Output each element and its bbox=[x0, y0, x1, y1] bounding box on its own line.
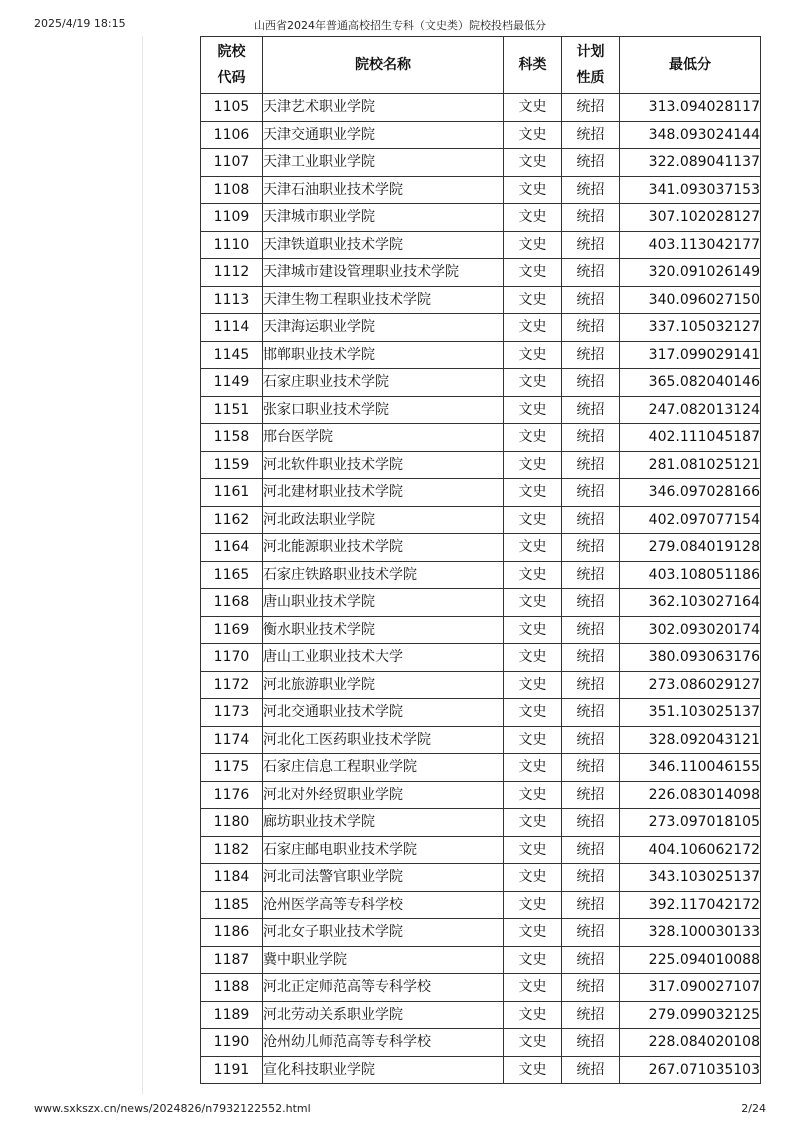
table-row bbox=[201, 149, 761, 177]
cell-category: 文史 bbox=[504, 671, 562, 699]
cell-category: 文史 bbox=[504, 616, 562, 644]
table-row bbox=[201, 1056, 761, 1084]
cell-category: 文史 bbox=[504, 424, 562, 452]
cell-school-code: 1161 bbox=[201, 479, 263, 507]
cell-category: 文史 bbox=[504, 314, 562, 342]
cell-plan-type: 统招 bbox=[562, 259, 620, 287]
table-row bbox=[201, 451, 761, 479]
cell-category: 文史 bbox=[504, 974, 562, 1002]
cell-school-name: 天津石油职业技术学院 bbox=[263, 176, 504, 204]
cell-min-score: 380.093063176 bbox=[620, 644, 761, 672]
cell-plan-type: 统招 bbox=[562, 589, 620, 617]
score-table bbox=[200, 36, 761, 1084]
cell-category: 文史 bbox=[504, 121, 562, 149]
cell-plan-type: 统招 bbox=[562, 781, 620, 809]
header-plan-type-line1: 计划 bbox=[576, 44, 605, 60]
table-row bbox=[201, 809, 761, 837]
cell-min-score: 226.083014098 bbox=[620, 781, 761, 809]
cell-school-name: 河北正定师范高等专科学校 bbox=[263, 974, 504, 1002]
cell-min-score: 343.103025137 bbox=[620, 864, 761, 892]
cell-min-score: 281.081025121 bbox=[620, 451, 761, 479]
cell-plan-type: 统招 bbox=[562, 396, 620, 424]
cell-category: 文史 bbox=[504, 506, 562, 534]
table-row bbox=[201, 836, 761, 864]
table-row bbox=[201, 534, 761, 562]
cell-min-score: 273.086029127 bbox=[620, 671, 761, 699]
cell-school-code: 1112 bbox=[201, 259, 263, 287]
cell-min-score: 302.093020174 bbox=[620, 616, 761, 644]
cell-school-code: 1109 bbox=[201, 204, 263, 232]
cell-school-name: 沧州医学高等专科学校 bbox=[263, 891, 504, 919]
cell-school-code: 1187 bbox=[201, 946, 263, 974]
cell-plan-type: 统招 bbox=[562, 231, 620, 259]
cell-min-score: 279.084019128 bbox=[620, 534, 761, 562]
table-row bbox=[201, 231, 761, 259]
cell-school-name: 邯郸职业技术学院 bbox=[263, 341, 504, 369]
cell-min-score: 402.111045187 bbox=[620, 424, 761, 452]
table-row bbox=[201, 1001, 761, 1029]
cell-min-score: 351.103025137 bbox=[620, 699, 761, 727]
cell-school-name: 河北女子职业技术学院 bbox=[263, 919, 504, 947]
cell-plan-type: 统招 bbox=[562, 864, 620, 892]
cell-school-name: 衡水职业技术学院 bbox=[263, 616, 504, 644]
cell-category: 文史 bbox=[504, 286, 562, 314]
table-row bbox=[201, 286, 761, 314]
cell-min-score: 247.082013124 bbox=[620, 396, 761, 424]
cell-school-name: 河北旅游职业学院 bbox=[263, 671, 504, 699]
cell-min-score: 273.097018105 bbox=[620, 809, 761, 837]
cell-school-name: 河北能源职业技术学院 bbox=[263, 534, 504, 562]
cell-school-code: 1174 bbox=[201, 726, 263, 754]
cell-plan-type: 统招 bbox=[562, 121, 620, 149]
cell-min-score: 392.117042172 bbox=[620, 891, 761, 919]
cell-plan-type: 统招 bbox=[562, 424, 620, 452]
cell-school-name: 宣化科技职业学院 bbox=[263, 1056, 504, 1084]
cell-category: 文史 bbox=[504, 809, 562, 837]
table-row bbox=[201, 424, 761, 452]
cell-school-name: 天津交通职业学院 bbox=[263, 121, 504, 149]
print-datetime: 2025/4/19 18:15 bbox=[34, 17, 126, 30]
cell-school-name: 沧州幼儿师范高等专科学校 bbox=[263, 1029, 504, 1057]
cell-school-code: 1191 bbox=[201, 1056, 263, 1084]
cell-category: 文史 bbox=[504, 176, 562, 204]
table-row bbox=[201, 1029, 761, 1057]
cell-plan-type: 统招 bbox=[562, 1056, 620, 1084]
cell-min-score: 404.106062172 bbox=[620, 836, 761, 864]
cell-school-name: 天津城市建设管理职业技术学院 bbox=[263, 259, 504, 287]
table-row bbox=[201, 671, 761, 699]
cell-min-score: 403.108051186 bbox=[620, 561, 761, 589]
cell-school-name: 天津铁道职业技术学院 bbox=[263, 231, 504, 259]
cell-min-score: 267.071035103 bbox=[620, 1056, 761, 1084]
cell-plan-type: 统招 bbox=[562, 534, 620, 562]
cell-plan-type: 统招 bbox=[562, 369, 620, 397]
table-body bbox=[201, 94, 761, 1084]
cell-category: 文史 bbox=[504, 149, 562, 177]
cell-min-score: 340.096027150 bbox=[620, 286, 761, 314]
table-row bbox=[201, 506, 761, 534]
cell-school-name: 河北对外经贸职业学院 bbox=[263, 781, 504, 809]
cell-category: 文史 bbox=[504, 1001, 562, 1029]
cell-school-code: 1176 bbox=[201, 781, 263, 809]
table-row bbox=[201, 204, 761, 232]
cell-category: 文史 bbox=[504, 864, 562, 892]
cell-school-code: 1164 bbox=[201, 534, 263, 562]
cell-category: 文史 bbox=[504, 919, 562, 947]
cell-plan-type: 统招 bbox=[562, 974, 620, 1002]
cell-school-code: 1169 bbox=[201, 616, 263, 644]
cell-plan-type: 统招 bbox=[562, 919, 620, 947]
table-row bbox=[201, 341, 761, 369]
cell-school-code: 1106 bbox=[201, 121, 263, 149]
table-row bbox=[201, 121, 761, 149]
table-row bbox=[201, 974, 761, 1002]
page-number: 2/24 bbox=[741, 1102, 766, 1115]
cell-category: 文史 bbox=[504, 479, 562, 507]
cell-category: 文史 bbox=[504, 589, 562, 617]
cell-min-score: 228.084020108 bbox=[620, 1029, 761, 1057]
page-title: 山西省2024年普通高校招生专科（文史类）院校投档最低分 bbox=[254, 19, 546, 32]
cell-category: 文史 bbox=[504, 534, 562, 562]
cell-plan-type: 统招 bbox=[562, 616, 620, 644]
cell-school-code: 1105 bbox=[201, 94, 263, 122]
cell-min-score: 402.097077154 bbox=[620, 506, 761, 534]
cell-plan-type: 统招 bbox=[562, 836, 620, 864]
cell-plan-type: 统招 bbox=[562, 94, 620, 122]
cell-school-name: 河北交通职业技术学院 bbox=[263, 699, 504, 727]
cell-plan-type: 统招 bbox=[562, 204, 620, 232]
table-row bbox=[201, 781, 761, 809]
header-plan-type bbox=[562, 37, 620, 94]
cell-category: 文史 bbox=[504, 204, 562, 232]
cell-min-score: 341.093037153 bbox=[620, 176, 761, 204]
cell-school-code: 1185 bbox=[201, 891, 263, 919]
cell-category: 文史 bbox=[504, 946, 562, 974]
cell-category: 文史 bbox=[504, 781, 562, 809]
cell-plan-type: 统招 bbox=[562, 479, 620, 507]
cell-plan-type: 统招 bbox=[562, 891, 620, 919]
table-row bbox=[201, 479, 761, 507]
cell-school-code: 1162 bbox=[201, 506, 263, 534]
cell-school-code: 1190 bbox=[201, 1029, 263, 1057]
cell-school-code: 1159 bbox=[201, 451, 263, 479]
cell-min-score: 346.097028166 bbox=[620, 479, 761, 507]
cell-school-code: 1108 bbox=[201, 176, 263, 204]
cell-category: 文史 bbox=[504, 726, 562, 754]
table-row bbox=[201, 891, 761, 919]
cell-min-score: 346.110046155 bbox=[620, 754, 761, 782]
cell-school-code: 1158 bbox=[201, 424, 263, 452]
table-row bbox=[201, 946, 761, 974]
cell-min-score: 328.092043121 bbox=[620, 726, 761, 754]
cell-school-name: 河北劳动关系职业学院 bbox=[263, 1001, 504, 1029]
cell-plan-type: 统招 bbox=[562, 671, 620, 699]
cell-school-code: 1113 bbox=[201, 286, 263, 314]
cell-plan-type: 统招 bbox=[562, 314, 620, 342]
cell-school-code: 1182 bbox=[201, 836, 263, 864]
cell-plan-type: 统招 bbox=[562, 946, 620, 974]
cell-category: 文史 bbox=[504, 94, 562, 122]
table-row bbox=[201, 589, 761, 617]
cell-plan-type: 统招 bbox=[562, 176, 620, 204]
cell-school-code: 1168 bbox=[201, 589, 263, 617]
table-row bbox=[201, 616, 761, 644]
cell-school-name: 河北司法警官职业学院 bbox=[263, 864, 504, 892]
cell-plan-type: 统招 bbox=[562, 561, 620, 589]
cell-category: 文史 bbox=[504, 561, 562, 589]
table-row bbox=[201, 259, 761, 287]
cell-school-code: 1170 bbox=[201, 644, 263, 672]
page-margin-divider bbox=[142, 36, 143, 1094]
table-row bbox=[201, 726, 761, 754]
cell-min-score: 225.094010088 bbox=[620, 946, 761, 974]
cell-plan-type: 统招 bbox=[562, 451, 620, 479]
cell-category: 文史 bbox=[504, 341, 562, 369]
table-row bbox=[201, 94, 761, 122]
table-header-row bbox=[201, 37, 761, 94]
cell-min-score: 317.090027107 bbox=[620, 974, 761, 1002]
cell-category: 文史 bbox=[504, 754, 562, 782]
cell-category: 文史 bbox=[504, 644, 562, 672]
cell-category: 文史 bbox=[504, 369, 562, 397]
cell-category: 文史 bbox=[504, 259, 562, 287]
cell-plan-type: 统招 bbox=[562, 506, 620, 534]
cell-min-score: 313.094028117 bbox=[620, 94, 761, 122]
table-row bbox=[201, 396, 761, 424]
cell-school-name: 石家庄职业技术学院 bbox=[263, 369, 504, 397]
cell-school-code: 1172 bbox=[201, 671, 263, 699]
cell-school-code: 1184 bbox=[201, 864, 263, 892]
cell-school-name: 邢台医学院 bbox=[263, 424, 504, 452]
header-min-score: 最低分 bbox=[620, 37, 761, 94]
cell-category: 文史 bbox=[504, 836, 562, 864]
cell-plan-type: 统招 bbox=[562, 286, 620, 314]
cell-school-name: 天津艺术职业学院 bbox=[263, 94, 504, 122]
cell-min-score: 337.105032127 bbox=[620, 314, 761, 342]
cell-plan-type: 统招 bbox=[562, 1029, 620, 1057]
table-row bbox=[201, 754, 761, 782]
cell-min-score: 279.099032125 bbox=[620, 1001, 761, 1029]
cell-school-code: 1186 bbox=[201, 919, 263, 947]
cell-school-name: 唐山工业职业技术大学 bbox=[263, 644, 504, 672]
cell-category: 文史 bbox=[504, 1029, 562, 1057]
cell-school-name: 天津海运职业学院 bbox=[263, 314, 504, 342]
cell-school-name: 石家庄邮电职业技术学院 bbox=[263, 836, 504, 864]
cell-min-score: 322.089041137 bbox=[620, 149, 761, 177]
cell-min-score: 307.102028127 bbox=[620, 204, 761, 232]
header-school-code bbox=[201, 37, 263, 94]
cell-school-name: 天津城市职业学院 bbox=[263, 204, 504, 232]
cell-school-code: 1149 bbox=[201, 369, 263, 397]
header-plan-type-line2: 性质 bbox=[576, 70, 605, 86]
cell-school-code: 1189 bbox=[201, 1001, 263, 1029]
cell-category: 文史 bbox=[504, 891, 562, 919]
cell-school-name: 石家庄信息工程职业学院 bbox=[263, 754, 504, 782]
cell-school-code: 1114 bbox=[201, 314, 263, 342]
cell-school-name: 冀中职业学院 bbox=[263, 946, 504, 974]
page-url[interactable]: www.sxkszx.cn/news/2024826/n7932122552.html bbox=[34, 1102, 311, 1115]
cell-plan-type: 统招 bbox=[562, 341, 620, 369]
cell-school-name: 河北化工医药职业技术学院 bbox=[263, 726, 504, 754]
table-row bbox=[201, 699, 761, 727]
cell-plan-type: 统招 bbox=[562, 754, 620, 782]
table-row bbox=[201, 919, 761, 947]
header-category: 科类 bbox=[504, 37, 562, 94]
cell-plan-type: 统招 bbox=[562, 809, 620, 837]
cell-plan-type: 统招 bbox=[562, 149, 620, 177]
cell-min-score: 348.093024144 bbox=[620, 121, 761, 149]
header-school-code-line1: 院校 bbox=[217, 44, 246, 60]
header-school-name: 院校名称 bbox=[263, 37, 504, 94]
table-row bbox=[201, 176, 761, 204]
cell-min-score: 328.100030133 bbox=[620, 919, 761, 947]
cell-category: 文史 bbox=[504, 451, 562, 479]
cell-plan-type: 统招 bbox=[562, 1001, 620, 1029]
cell-plan-type: 统招 bbox=[562, 644, 620, 672]
header-school-code-line2: 代码 bbox=[217, 70, 246, 86]
cell-school-name: 河北建材职业技术学院 bbox=[263, 479, 504, 507]
table-row bbox=[201, 644, 761, 672]
table-row bbox=[201, 561, 761, 589]
cell-category: 文史 bbox=[504, 231, 562, 259]
cell-school-name: 唐山职业技术学院 bbox=[263, 589, 504, 617]
cell-min-score: 362.103027164 bbox=[620, 589, 761, 617]
cell-min-score: 317.099029141 bbox=[620, 341, 761, 369]
cell-category: 文史 bbox=[504, 1056, 562, 1084]
cell-school-name: 天津工业职业学院 bbox=[263, 149, 504, 177]
cell-school-code: 1145 bbox=[201, 341, 263, 369]
cell-school-name: 石家庄铁路职业技术学院 bbox=[263, 561, 504, 589]
cell-school-name: 张家口职业技术学院 bbox=[263, 396, 504, 424]
cell-school-code: 1107 bbox=[201, 149, 263, 177]
cell-school-name: 廊坊职业技术学院 bbox=[263, 809, 504, 837]
cell-school-name: 河北政法职业学院 bbox=[263, 506, 504, 534]
cell-school-code: 1175 bbox=[201, 754, 263, 782]
cell-school-code: 1151 bbox=[201, 396, 263, 424]
table-row bbox=[201, 314, 761, 342]
cell-school-code: 1188 bbox=[201, 974, 263, 1002]
cell-min-score: 403.113042177 bbox=[620, 231, 761, 259]
cell-school-code: 1110 bbox=[201, 231, 263, 259]
cell-school-name: 天津生物工程职业技术学院 bbox=[263, 286, 504, 314]
table-row bbox=[201, 864, 761, 892]
cell-min-score: 320.091026149 bbox=[620, 259, 761, 287]
cell-plan-type: 统招 bbox=[562, 699, 620, 727]
cell-plan-type: 统招 bbox=[562, 726, 620, 754]
cell-school-code: 1180 bbox=[201, 809, 263, 837]
cell-school-name: 河北软件职业技术学院 bbox=[263, 451, 504, 479]
cell-category: 文史 bbox=[504, 396, 562, 424]
cell-school-code: 1173 bbox=[201, 699, 263, 727]
table-row bbox=[201, 369, 761, 397]
cell-category: 文史 bbox=[504, 699, 562, 727]
cell-school-code: 1165 bbox=[201, 561, 263, 589]
cell-min-score: 365.082040146 bbox=[620, 369, 761, 397]
